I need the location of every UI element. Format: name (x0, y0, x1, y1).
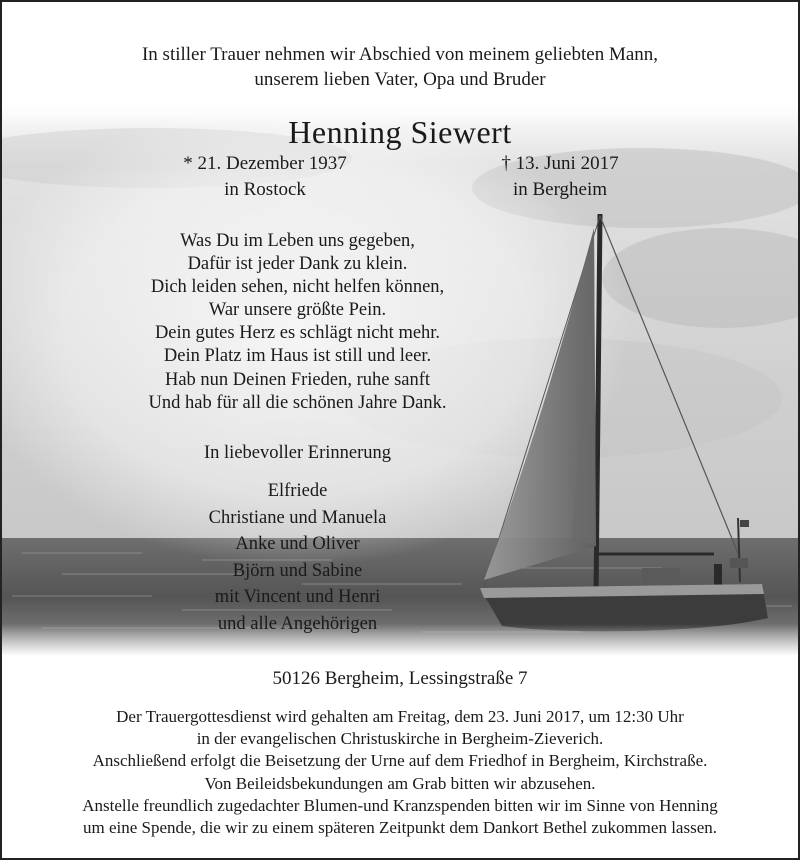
details-line: Anschließend erfolgt die Beisetzung der Urne auf dem Friedhof in Bergheim, Kirchstraße. (92, 751, 708, 771)
poem-line: Hab nun Deinen Frieden, ruhe sanft (164, 369, 431, 390)
birth-place: in Rostock (224, 179, 306, 200)
birth-date: * 21. Dezember 1937 (183, 153, 347, 174)
poem-line: War unsere größte Pein. (208, 300, 387, 321)
details-line: Anstelle freundlich zugedachter Blumen-und Kranzspenden bitten wir im Sinne von Henning (82, 795, 718, 815)
details-line: um eine Spende, die wir zu einem späteren Zeitpunkt dem Dankort Bethel zukommen lassen. (82, 818, 717, 838)
memory-heading: In liebevoller Erinnerung (204, 443, 391, 463)
death-date: † 13. Juni 2017 (501, 153, 619, 174)
death-info (430, 151, 690, 203)
birth-info (130, 151, 400, 203)
family-list (100, 478, 495, 638)
family-member: Christiane und Manuela (208, 507, 387, 528)
service-details (0, 706, 800, 839)
memorial-poem (100, 230, 495, 415)
details-line: Von Beileidsbekundungen am Grab bitten wir abzusehen. (204, 773, 596, 793)
death-place: in Bergheim (512, 179, 608, 200)
family-member: mit Vincent und Henri (214, 587, 381, 608)
poem-line: Und hab für all die schönen Jahre Dank. (148, 392, 447, 413)
poem-line: Dein gutes Herz es schlägt nicht mehr. (154, 323, 441, 344)
family-member: Anke und Oliver (235, 534, 360, 555)
poem-line: Was Du im Leben uns gegeben, (180, 231, 415, 251)
family-member: Björn und Sabine (232, 560, 363, 581)
details-line: in der evangelischen Christuskirche in Bergheim-Zieverich. (196, 729, 604, 749)
intro-line: In stiller Trauer nehmen wir Abschied von meinem geliebten Mann, (141, 44, 659, 65)
details-line: Der Trauergottesdienst wird gehalten am Freitag, dem 23. Juni 2017, um 12:30 Uhr (116, 707, 684, 726)
family-member: Elfriede (267, 481, 328, 501)
family-address: 50126 Bergheim, Lessingstraße 7 (272, 668, 528, 689)
family-member: und alle Angehörigen (217, 613, 378, 634)
poem-line: Dich leiden sehen, nicht helfen können, (150, 277, 445, 298)
intro-text (0, 42, 800, 92)
deceased-name: Henning Siewert (288, 114, 512, 150)
poem-line: Dafür ist jeder Dank zu klein. (187, 254, 408, 275)
intro-line: unserem lieben Vater, Opa und Bruder (254, 69, 546, 90)
poem-line: Dein Platz im Haus ist still und leer. (163, 346, 432, 367)
